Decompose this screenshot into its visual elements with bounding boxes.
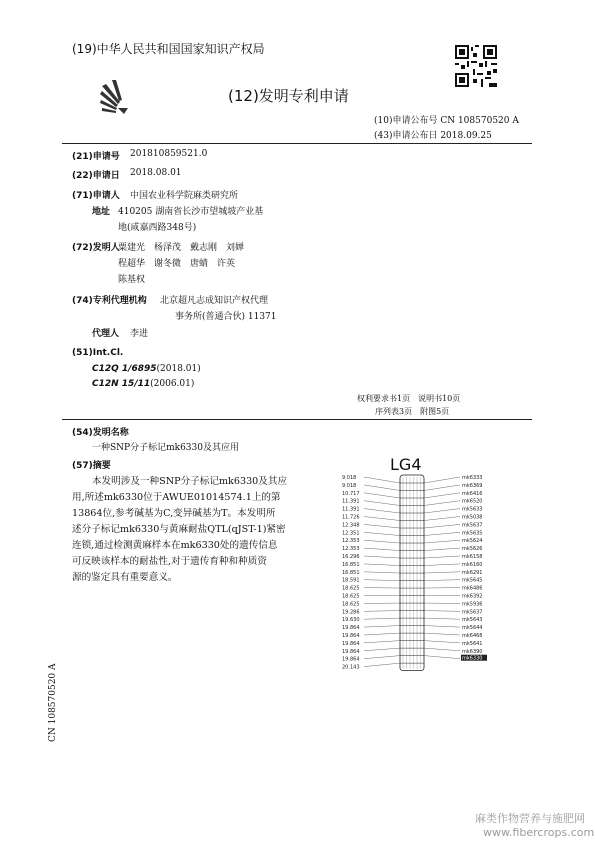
linkage-map-figure [340, 455, 510, 673]
position-connector [364, 477, 400, 483]
position-label: 19.864 [342, 625, 360, 632]
position-label: 19.864 [342, 640, 360, 647]
abstract-line: 连锁,通过检测黄麻样本在mk6330处的遗传信息 [72, 540, 278, 551]
abstract-line: 13864位,参考碱基为C,变异碱基为T。本发明所 [72, 508, 276, 519]
abstract-label: (57)摘要 [72, 461, 111, 471]
intcl-2-year: (2006.01) [150, 379, 195, 389]
marker-connector [424, 548, 460, 550]
intcl-2-code: C12N 15/11 [92, 379, 151, 389]
abstract-line: 可反映该样本的耐盐性,对于遗传育种和种质资 [72, 556, 267, 567]
position-label: 10.717 [342, 490, 360, 497]
abstract-line: 述分子标记mk6330与黄麻耐盐QTL(qJST-1)紧密 [72, 524, 286, 535]
marker-label: mk6291 [462, 569, 483, 576]
inventors-line2: 程超华 谢冬微 唐蜻 许英 [118, 259, 236, 269]
intcl-label: (51)Int.Cl. [72, 348, 124, 358]
position-connector [364, 548, 400, 550]
publication-date: (43)申请公布日 2018.09.25 [374, 131, 492, 141]
marker-connector [424, 517, 460, 521]
marker-label: mk5641 [462, 640, 483, 647]
position-connector [364, 663, 400, 666]
marker-connector [424, 572, 460, 573]
position-label: 18.625 [342, 585, 360, 592]
marker-connector [424, 611, 460, 612]
app-no-label: (21)申请号 [72, 152, 120, 162]
marker-label: mk5624 [462, 538, 483, 545]
app-date: 2018.08.01 [130, 168, 182, 178]
marker-connector [424, 648, 460, 651]
position-connector [364, 656, 400, 659]
position-label: 20.143 [342, 664, 360, 671]
marker-connector [424, 564, 460, 566]
watermark-url: www.fibercrops.com [483, 826, 595, 839]
header-divider [62, 143, 532, 144]
applicant-label: (71)申请人 [72, 191, 120, 201]
marker-connector [424, 540, 460, 543]
qr-code-icon [455, 45, 497, 87]
marker-label: mk6486 [462, 585, 483, 592]
marker-connector [424, 556, 460, 558]
office-name: (19)中华人民共和国国家知识产权局 [72, 42, 265, 56]
position-connector [364, 626, 400, 628]
marker-label: mk6158 [462, 554, 483, 560]
marker-label: mk6369 [462, 482, 483, 489]
position-label: 19.630 [342, 617, 360, 624]
marker-label: mk5645 [462, 577, 483, 584]
position-label: 18.591 [342, 577, 360, 584]
intcl-1-year: (2018.01) [156, 364, 201, 374]
position-label: 16.851 [342, 561, 360, 568]
position-connector [364, 580, 400, 581]
position-label: 18.625 [342, 593, 360, 600]
invention-title: 一种SNP分子标记mk6330及其应用 [92, 443, 239, 453]
marker-connector [424, 493, 460, 498]
position-connector [364, 493, 400, 498]
position-connector [364, 618, 400, 619]
marker-connector [424, 656, 460, 659]
patent-office-logo [98, 78, 138, 118]
marker-connector [424, 580, 460, 581]
position-connector [364, 509, 400, 513]
address-line2: 地(咸嘉西路348号) [118, 223, 197, 233]
address-line1: 410205 湖南省长沙市望城坡产业基 [118, 207, 264, 217]
marker-connector [424, 641, 460, 643]
position-connector [364, 485, 400, 491]
inventors-line1: 粟建光 杨泽茂 戴志刚 刘婵 [118, 243, 245, 253]
marker-label: mk6392 [462, 593, 483, 600]
watermark-title: 麻类作物营养与施肥网 [475, 812, 585, 825]
agent-label: 代理人 [92, 329, 120, 339]
logo-rays-icon [98, 78, 138, 118]
position-connector [364, 641, 400, 643]
position-connector [364, 524, 400, 528]
position-label: 16.851 [342, 569, 360, 576]
marker-label: mk5936 [462, 601, 483, 608]
position-connector [364, 564, 400, 566]
abstract-line: 本发明涉及一种SNP分子标记mk6330及其应 [92, 476, 288, 487]
marker-connector [424, 618, 460, 619]
position-label: 11.726 [342, 514, 360, 521]
marker-label: mk5644 [462, 625, 483, 632]
pages-line1: 权利要求书1页 说明书10页 [357, 394, 461, 403]
marker-connector [424, 626, 460, 628]
position-label: 12.353 [342, 546, 360, 553]
position-label: 19.864 [342, 656, 360, 663]
linkage-group-chart [340, 455, 510, 673]
abstract-line: 用,所述mk6330位于AWUE01014574.1上的第 [72, 492, 281, 503]
position-connector [364, 517, 400, 521]
marker-label: mk5637 [462, 522, 483, 529]
position-label: 19.864 [342, 633, 360, 639]
marker-label: mk6468 [462, 633, 483, 639]
marker-connector [424, 501, 460, 506]
position-connector [364, 633, 400, 635]
publication-number: (10)申请公布号 CN 108570520 A [374, 116, 519, 126]
marker-label: mk5633 [462, 506, 483, 513]
position-label: 12.351 [342, 530, 360, 537]
app-no: 201810859521.0 [130, 149, 208, 159]
marker-connector [424, 532, 460, 535]
marker-connector [424, 509, 460, 513]
intcl-2 [92, 379, 194, 389]
position-connector [364, 532, 400, 535]
marker-label: mk6416 [462, 490, 483, 497]
position-label: 19.864 [342, 648, 360, 655]
marker-connector [424, 485, 460, 491]
agency-line2: 事务所(普通合伙) 11371 [175, 312, 277, 322]
marker-connector [424, 524, 460, 528]
marker-label: mk6520 [462, 498, 483, 505]
intcl-1 [92, 364, 201, 374]
side-publication-number: CN 108570520 A [48, 663, 58, 742]
applicant: 中国农业科学院麻类研究所 [130, 191, 239, 201]
marker-label: mk5626 [462, 546, 483, 553]
address-label: 地址 [92, 207, 111, 217]
figure-title: LG4 [390, 455, 422, 474]
marker-label: mk5637 [462, 609, 483, 616]
position-label: 12.348 [342, 522, 360, 529]
marker-label: mk6390 [462, 648, 483, 655]
position-connector [364, 501, 400, 506]
marker-label: mk6160 [462, 561, 483, 568]
marker-label-highlight: mk6330 [462, 655, 483, 662]
position-label: 12.353 [342, 538, 360, 545]
marker-connector [424, 633, 460, 635]
position-label: 19.286 [342, 609, 360, 616]
marker-label: mk5635 [462, 530, 483, 537]
agent: 李进 [130, 329, 149, 339]
document-type: (12)发明专利申请 [228, 87, 349, 105]
position-label: 18.625 [342, 601, 360, 608]
intcl-1-code: C12Q 1/6895 [92, 364, 157, 374]
position-label: 9.018 [342, 475, 357, 481]
app-date-label: (22)申请日 [72, 171, 120, 181]
position-connector [364, 611, 400, 612]
agency-line1: 北京超凡志成知识产权代理 [160, 296, 269, 306]
position-connector [364, 556, 400, 558]
position-connector [364, 540, 400, 543]
biblio-divider [62, 419, 532, 420]
position-label: 11.391 [342, 498, 360, 505]
abstract-line: 源的鉴定具有重要意义。 [72, 572, 178, 583]
position-label: 11.391 [342, 506, 360, 513]
title-label: (54)发明名称 [72, 428, 129, 438]
marker-label: mk5038 [462, 514, 483, 521]
inventors-label: (72)发明人 [72, 243, 120, 253]
position-label: 9.018 [342, 482, 357, 489]
position-connector [364, 572, 400, 573]
marker-label: mk5643 [462, 617, 483, 624]
marker-label: mk6333 [462, 475, 483, 481]
marker-connector [424, 477, 460, 483]
inventors-line3: 陈基权 [118, 275, 146, 285]
position-label: 16.296 [342, 554, 360, 560]
position-connector [364, 648, 400, 651]
pages-line2: 序列表3页 附图5页 [375, 407, 450, 416]
agency-label: (74)专利代理机构 [72, 296, 147, 306]
